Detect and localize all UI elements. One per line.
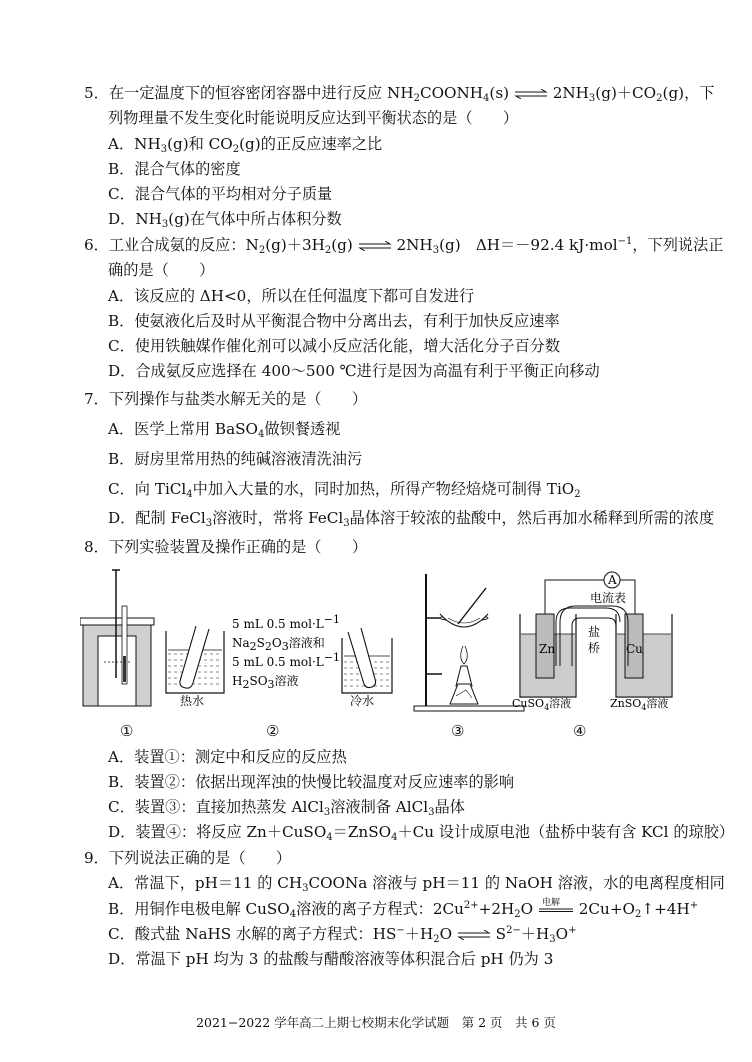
text: A．医学上常用 BaSO [108,420,258,438]
text: (g) [331,236,353,254]
ammeter-symbol: A [608,573,617,587]
equilibrium-arrow-icon [457,930,491,940]
q7-option-b: B．厨房里常用热的纯碱溶液清洗油污 [108,450,363,468]
q6-stem-line2: 确的是（ ） [108,261,215,279]
q8-stem: 8．下列实验装置及操作正确的是（ ） [84,538,368,556]
apparatus-figure [80,566,700,746]
subscript: 3 [588,93,596,104]
q9-option-c [108,924,576,944]
reagent-label: O [271,636,282,650]
page-footer: 2021−2022 学年高二上期七校期末化学试题 第 2 页 共 6 页 [196,1015,556,1030]
solution-label: 溶液 [646,697,669,710]
subscript: 2 [242,678,250,691]
text: B．用铜作电极电解 CuSO [108,900,290,918]
subscript: 2 [264,640,272,653]
subscript: 2 [656,93,663,104]
text: (g)＋CO [595,84,657,102]
q5-stem-line1 [84,83,714,103]
subscript: 4 [544,703,550,712]
subscript: 2 [324,245,332,256]
subscript: 3 [281,640,289,653]
text: ＝ZnSO [332,823,392,841]
apparatus-number-1: ① [120,722,134,740]
text: A．常温下，pH＝11 的 CH [108,874,303,892]
zn-electrode-label: Zn [539,642,556,656]
text: 晶体 [434,798,465,816]
reagent-label: Na [232,636,250,650]
subscript: 2 [232,144,240,155]
electrolysis-arrow [538,898,574,916]
subscript: 4 [326,832,333,843]
text: 溶液时，常将 FeCl [212,509,344,527]
text: D．装置④：将反应 Zn＋CuSO [108,823,327,841]
subscript: 3 [302,883,309,894]
text: A．NH [108,135,161,153]
text: D．NH [108,210,162,228]
solution-label: CuSO [512,697,545,710]
text: C．向 TiCl [108,480,187,498]
apparatus-number-2: ② [266,722,280,740]
q6-option-b: B．使氨液化后及时从平衡混合物中分离出去，有利于加快反应速率 [108,312,560,330]
hot-water-label: 热水 [180,694,205,708]
salt-bridge-label: 桥 [588,641,601,655]
reagent-label: H [232,674,243,688]
galvanic-cell-apparatus [512,572,672,712]
subscript: 4 [258,429,265,440]
subscript: 4 [641,703,647,712]
subscript: 3 [432,245,440,256]
text: 2Cu+O [578,900,636,918]
svg-text:ZnSO4溶液 [610,696,668,712]
q9-option-d: D．常温下 pH 均为 3 的盐酸与醋酸溶液等体积混合后 pH 仍为 3 [108,950,554,968]
reagent-label: 5 mL 0.5 mol·L [232,655,324,669]
cold-water-label: 冷水 [350,694,375,708]
cu-electrode-label: Cu [626,642,643,656]
svg-text:H2SO3溶液 [232,673,299,691]
text: (g) ΔH＝－92.4 kJ·mol [439,236,618,254]
reagent-label: 溶液 [274,674,299,688]
subscript: 4 [483,93,490,104]
q8-option-c [108,797,465,817]
text: 溶液的离子方程式：2Cu [296,900,464,918]
ammeter-label: 电流表 [590,591,627,605]
subscript: 2 [574,489,581,500]
subscript: 3 [428,807,435,818]
text: (g)，下 [662,84,715,102]
text: O [439,925,453,943]
subscript: 2 [413,93,420,104]
svg-text:Na2S2O3溶液和 [232,635,325,653]
q5-option-b: B．混合气体的密度 [108,160,241,178]
text: ＋Cu 设计成原电池（盐桥中装有含 KCl 的琼胶） [397,823,735,841]
subscript: 2 [249,640,257,653]
subscript: 2 [514,909,521,920]
svg-text:5 mL 0.5 mol·L−1 [232,651,340,669]
text: O [555,925,569,943]
subscript: 3 [323,807,331,818]
water-bath-apparatus [166,613,392,708]
text: C．酸式盐 NaHS 水解的离子方程式：HS [108,925,397,943]
q8-option-d [108,822,734,842]
superscript: 2− [506,925,521,936]
subscript: 3 [267,678,275,691]
subscript: 3 [161,219,169,230]
equals-sign-icon [538,908,574,912]
text: 2NH [396,236,433,254]
text: 晶体溶于较浓的盐酸中，然后再加水稀释到所需的浓度 [349,509,715,527]
q5-option-a [108,134,382,154]
reagent-label: S [256,636,265,650]
q9-stem: 9．下列说法正确的是（ ） [84,849,292,867]
salt-bridge-label: 盐 [588,625,601,639]
text: (g)在气体中所占体积分数 [168,210,342,228]
svg-text:CuSO4溶液 [512,696,571,712]
q8-option-b: B．装置②：依据出现浑浊的快慢比较温度对反应速率的影响 [108,773,515,791]
subscript: 4 [289,909,297,920]
reagent-label: SO [249,674,268,688]
q5-option-d [108,209,342,229]
equilibrium-arrow-icon [514,89,548,99]
text: O [520,900,534,918]
solution-label: ZnSO [610,697,642,710]
subscript: 2 [258,245,266,256]
subscript: 2 [433,934,440,945]
superscript: 2+ [463,900,479,911]
q6-option-a: A．该反应的 ΔH<0，所以在任何温度下都可自发进行 [108,287,475,305]
q5-option-c: C．混合气体的平均相对分子质量 [108,185,333,203]
text: 溶液制备 AlCl [330,798,429,816]
text: 做钡餐透视 [264,420,341,438]
text: ＋H [404,925,434,943]
text: C．装置③：直接加热蒸发 AlCl [108,798,324,816]
reagent-label: 溶液和 [288,636,325,650]
subscript: 3 [549,934,556,945]
superscript: + [568,925,577,936]
apparatus-number-4: ④ [573,722,587,740]
q6-option-d: D．合成氨反应选择在 400～500 ℃进行是因为高温有利于平衡正向移动 [108,362,600,380]
superscript: −1 [617,236,633,247]
text: 6．工业合成氨的反应：N [84,236,259,254]
equilibrium-arrow-icon [358,241,392,251]
solution-label: 溶液 [549,697,572,710]
text: ＋H [520,925,550,943]
text: ↑+4H [641,900,690,918]
calorimeter-apparatus [80,570,154,706]
q6-option-c: C．使用铁触媒作催化剂可以减小反应活化能，增大活化分子百分数 [108,337,561,355]
superscript: −1 [323,613,340,626]
svg-text:5 mL 0.5 mol·L−1 [232,613,340,631]
evaporation-apparatus [414,574,524,711]
superscript: + [689,900,699,911]
q7-option-d [108,508,714,528]
subscript: 3 [343,518,350,529]
text: COONH [419,84,484,102]
subscript: 3 [160,144,168,155]
subscript: 4 [186,489,193,500]
q7-option-c [108,479,581,499]
q6-stem-line1 [84,235,723,255]
reagent-label: 5 mL 0.5 mol·L [232,617,324,631]
text: ，下列说法正 [632,236,724,254]
condition-label: 电解 [541,898,560,908]
text: 5．在一定温度下的恒容密闭容器中进行反应 NH [84,84,414,102]
text: (g)的正反应速率之比 [239,135,383,153]
text: S [495,925,507,943]
q8-option-a: A．装置①：测定中和反应的反应热 [108,748,347,766]
superscript: − [396,925,405,936]
q9-option-a [108,873,725,893]
text: 中加入大量的水，同时加热，所得产物经焙烧可制得 TiO [192,480,575,498]
subscript: 4 [391,832,398,843]
text: (s) [489,84,510,102]
text: 2NH [552,84,589,102]
q9-option-b [108,899,698,919]
text: D．配制 FeCl [108,509,206,527]
subscript: 3 [205,518,213,529]
text: +2H [478,900,515,918]
q7-option-a [108,419,340,439]
apparatus-number-3: ③ [451,722,465,740]
q7-stem: 7．下列操作与盐类水解无关的是（ ） [84,390,368,408]
text: COONa 溶液与 pH＝11 的 NaOH 溶液，水的电离程度相同 [308,874,725,892]
text: (g)＋3H [265,236,325,254]
subscript: 2 [635,909,642,920]
superscript: −1 [323,651,340,664]
q5-stem-line2: 列物理量不发生变化时能说明反应达到平衡状态的是（ ） [108,109,519,127]
text: (g)和 CO [167,135,233,153]
